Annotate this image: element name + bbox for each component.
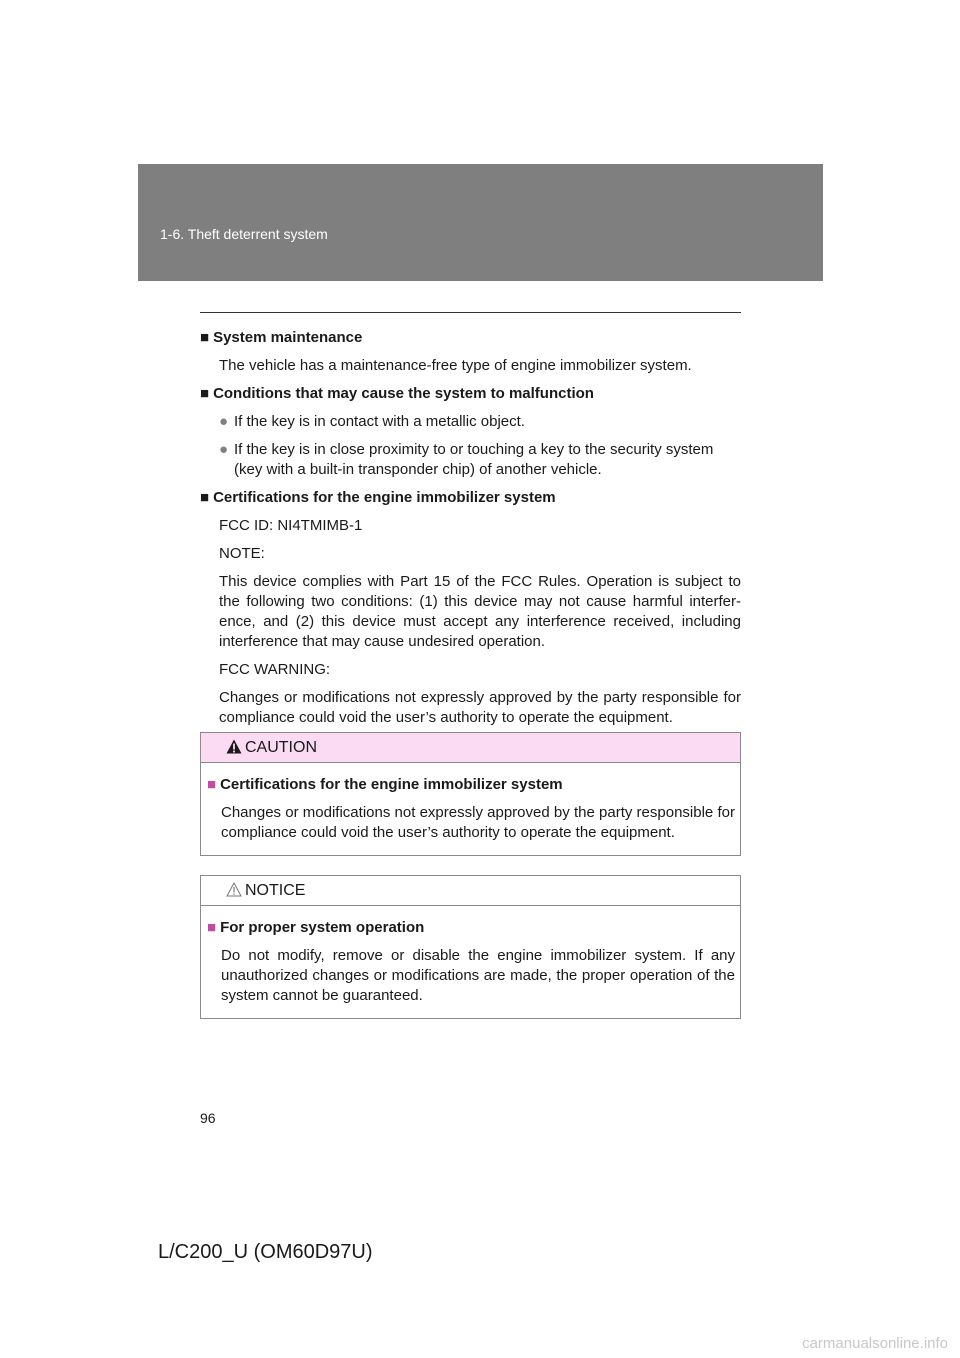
section-title: 1-6. Theft deterrent system: [160, 226, 328, 242]
caution-label: CAUTION: [245, 739, 317, 756]
square-marker-icon: ■: [207, 919, 217, 936]
warning-triangle-filled-icon: [226, 739, 242, 759]
caution-header: [201, 733, 740, 763]
caution-box: [200, 732, 741, 856]
square-marker-icon: ■: [207, 776, 217, 793]
bullet-icon: ●: [219, 413, 229, 430]
page-number: 96: [200, 1110, 216, 1126]
note-label: NOTE:: [219, 545, 265, 562]
section-heading: Certifications for the engine immobilizer system: [213, 489, 556, 506]
paragraph: The vehicle has a maintenance-free type of engine immobilizer system.: [219, 357, 692, 374]
notice-header: [201, 876, 740, 906]
fcc-id: FCC ID: NI4TMIMB-1: [219, 517, 363, 534]
header-band: [138, 164, 823, 281]
list-item: ● If the key is in contact with a metallic object.: [219, 413, 525, 430]
section-heading: Conditions that may cause the system to malfunction: [213, 385, 594, 402]
paragraph: Changes or modifications not expressly approved by the party responsible for compliance could void the user’s authority to operate the equipment.: [219, 689, 741, 726]
square-marker-icon: ■: [200, 385, 210, 402]
square-marker-icon: ■: [200, 489, 210, 506]
main-content: [200, 328, 741, 736]
divider: [200, 312, 741, 313]
section-certifications: [200, 488, 741, 728]
notice-label: NOTICE: [245, 882, 306, 899]
caution-heading: Certifications for the engine immobilizer system: [220, 776, 563, 793]
paragraph: This device complies with Part 15 of the FCC Rules. Operation is subject to the following two conditions: (1) this device may not cause harmful interfer-ence, and (2) this device must accept any interference received, including interference that may cause undesired operation.: [219, 573, 741, 650]
warning-label: FCC WARNING:: [219, 661, 331, 678]
notice-text: Do not modify, remove or disable the engine immobilizer system. If any unauthorized changes or modifications are made, the proper operation of the system cannot be guaranteed.: [221, 947, 735, 1004]
section-malfunction-conditions: [200, 384, 741, 480]
watermark: carmanualsonline.info: [802, 1335, 948, 1352]
notice-heading: For proper system operation: [220, 919, 425, 936]
warning-triangle-outline-icon: [226, 882, 242, 902]
notice-box: [200, 875, 741, 1019]
manual-code: L/C200_U (OM60D97U): [158, 1241, 373, 1263]
list-item: ● If the key is in close proximity to or touching a key to the security system (key with a built-in transponder chip) of another vehicle.: [219, 441, 714, 478]
caution-text: Changes or modifications not expressly approved by the party responsible for compliance could void the user’s authority to operate the equipment.: [221, 804, 735, 841]
section-system-maintenance: [200, 328, 741, 376]
square-marker-icon: ■: [200, 329, 210, 346]
section-heading: System maintenance: [213, 329, 363, 346]
bullet-icon: ●: [219, 441, 229, 458]
